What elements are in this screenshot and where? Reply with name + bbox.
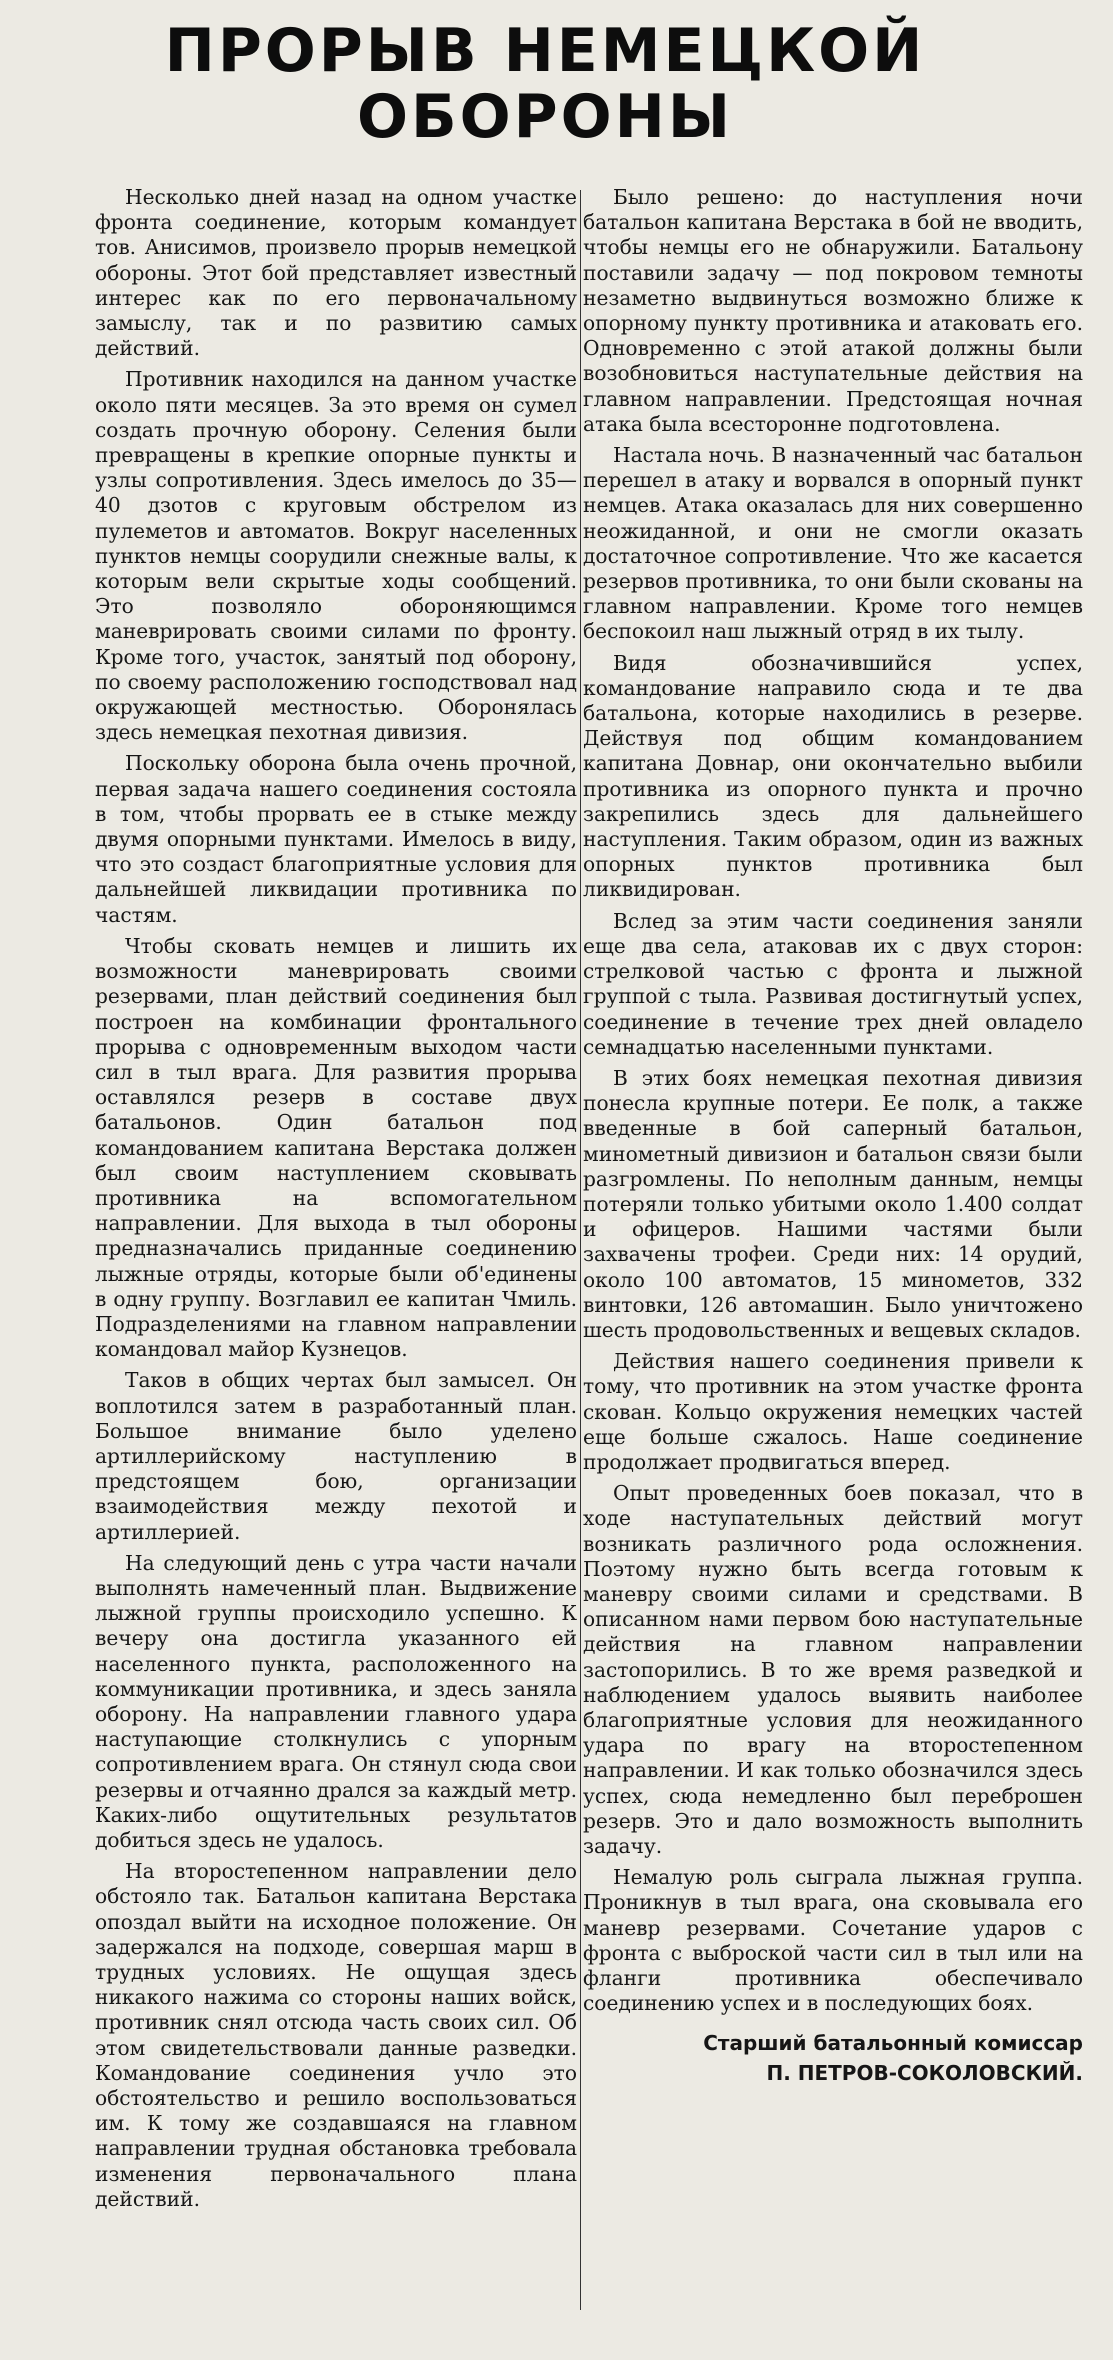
paragraph: Немалую роль сыграла лыжная группа. Проникнув в тыл врага, она сковывала его маневр резервами. Сочетание ударов с фронта с выброской части сил в тыл или на фланги противника обеспечивало соединению успех и в последующих боях. — [583, 1865, 1083, 2016]
author-rank: Старший батальонный комиссар — [703, 2031, 1083, 2056]
author-signature — [583, 2028, 1083, 2088]
paragraph: На следующий день с утра части начали выполнять намеченный план. Выдвижение лыжной группы происходило успешно. К вечеру она достигла указанного ей населенного пункта, расположенного на коммуникации противника, и здесь заняла оборону. На направлении главного удара наступающие столкнулись с упорным сопротивлением врага. Он стянул сюда свои резервы и отчаянно дрался за каждый метр. Каких-либо ощутительных результатов добиться здесь не удалось. — [95, 1550, 577, 1852]
column-divider — [580, 190, 581, 2310]
paragraph: Несколько дней назад на одном участке фронта соединение, которым командует тов. Анисимов, произвело прорыв немецкой обороны. Этот бой представляет известный интерес как по его первоначальному замыслу, так и по развитию самых действий. — [95, 185, 577, 361]
paragraph: Противник находился на данном участке около пяти месяцев. За это время он сумел создать прочную оборону. Селения были превращены в крепкие опорные пункты и узлы сопротивления. Здесь имелось до 35—40 дзотов с круговым обстрелом из пулеметов и автоматов. Вокруг населенных пунктов немцы соорудили снежные валы, к которым вели скрытые ходы сообщений. Это позволяло обороняющимся маневрировать своими силами по фронту. Кроме того, участок, занятый под оборону, по своему расположению господствовал над окружающей местностью. Оборонялась здесь немецкая пехотная дивизия. — [95, 367, 577, 745]
article-column-right — [583, 185, 1083, 2088]
paragraph: Вслед за этим части соединения заняли еще два села, атаковав их с двух сторон: стрелковой частью с фронта и лыжной группой с тыла. Развивая достигнутый успех, соединение в течение трех дней овладело семнадцатью населенными пунктами. — [583, 908, 1083, 1059]
article-column-left — [95, 185, 577, 2218]
author-name: П. ПЕТРОВ-СОКОЛОВСКИЙ. — [766, 2061, 1083, 2086]
paragraph: Опыт проведенных боев показал, что в ходе наступательных действий могут возникать различного рода осложнения. Поэтому нужно быть всегда готовым к маневру своими силами и средствами. В описанном нами первом бою наступательные действия на главном направлении застопорились. В то же время разведкой и наблюдением удалось выявить наиболее благоприятные условия для неожиданного удара по врагу на второстепенном направлении. И как только обозначился здесь успех, сюда немедленно был переброшен резерв. Это и дало возможность выполнить задачу. — [583, 1481, 1084, 1858]
paragraph: Чтобы сковать немцев и лишить их возможности маневрировать своими резервами, план действий соединения был построен на комбинации фронтального прорыва с одновременным выходом части сил в тыл врага. Для развития прорыва оставлялся резерв в составе двух батальонов. Один батальон под командованием капитана Верстака должен был своим наступлением сковывать противника на вспомогательном направлении. Для выхода в тыл обороны предназначались приданные соединению лыжные отряды, которые были об'единены в одну группу. Возглавил ее капитан Чмиль. Подразделениями на главном направлении командовал майор Кузнецов. — [95, 933, 577, 1362]
paragraph: Настала ночь. В назначенный час батальон перешел в атаку и ворвался в опорный пункт немцев. Атака оказалась для них совершенно неожиданной, и они не смогли оказать достаточное сопротивление. Что же касается резервов противника, то они были скованы на главном направлении. Кроме того немцев беспокоил наш лыжный отряд в их тылу. — [583, 443, 1083, 644]
paragraph: Действия нашего соединения привели к тому, что противник на этом участке фронта скован. Кольцо окружения немецких частей еще больше сжалось. Наше соединение продолжает продвигаться вперед. — [583, 1349, 1083, 1474]
paragraph: Таков в общих чертах был замысел. Он воплотился затем в разработанный план. Большое внимание было уделено артиллерийскому наступлению в предстоящем бою, организации взаимодействия между пехотой и артиллерией. — [95, 1368, 577, 1544]
paragraph: Было решено: до наступления ночи батальон капитана Верстака в бой не вводить, чтобы немцы его не обнаружили. Батальону поставили задачу — под покровом темноты незаметно выдвинуться возможно ближе к опорному пункту противника и атаковать его. Одновременно с этой атакой должны были возобновиться наступательные действия на главном направлении. Предстоящая ночная атака была всесторонне подготовлена. — [583, 185, 1083, 436]
paragraph: На второстепенном направлении дело обстояло так. Батальон капитана Верстака опоздал выйти на исходное положение. Он задержался на подходе, совершая марш в трудных условиях. Не ощущая здесь никакого нажима со стороны наших войск, противник снял отсюда часть своих сил. Об этом свидетельствовали данные разведки. Командование соединения учло это обстоятельство и решило воспользоваться им. К тому же создавшаяся на главном направлении трудная обстановка требовала изменения первоначального плана действий. — [95, 1859, 577, 2211]
paragraph: Поскольку оборона была очень прочной, первая задача нашего соединения состояла в том, чтобы прорвать ее в стыке между двумя опорными пунктами. Имелось в виду, что это создаст благоприятные условия для дальнейшей ликвидации противника по частям. — [95, 751, 577, 927]
paragraph: В этих боях немецкая пехотная дивизия понесла крупные потери. Ее полк, а также введенные в бой саперный батальон, минометный дивизион и батальон связи были разгромлены. По неполным данным, немцы потеряли только убитыми около 1.400 солдат и офицеров. Нашими частями были захвачены трофеи. Среди них: 14 орудий, около 100 автоматов, 15 минометов, 332 винтовки, 126 автомашин. Было уничтожено шесть продовольственных и вещевых складов. — [583, 1065, 1083, 1342]
paragraph: Видя обозначившийся успех, командование направило сюда и те два батальона, которые находились в резерве. Действуя под общим командованием капитана Довнар, они окончательно выбили противника из опорного пункта и прочно закрепились здесь для дальнейшего наступления. Таким образом, один из важных опорных пунктов противника был ликвидирован. — [583, 650, 1083, 902]
article-headline: ПРОРЫВ НЕМЕЦКОЙ ОБОРОНЫ — [164, 16, 926, 152]
